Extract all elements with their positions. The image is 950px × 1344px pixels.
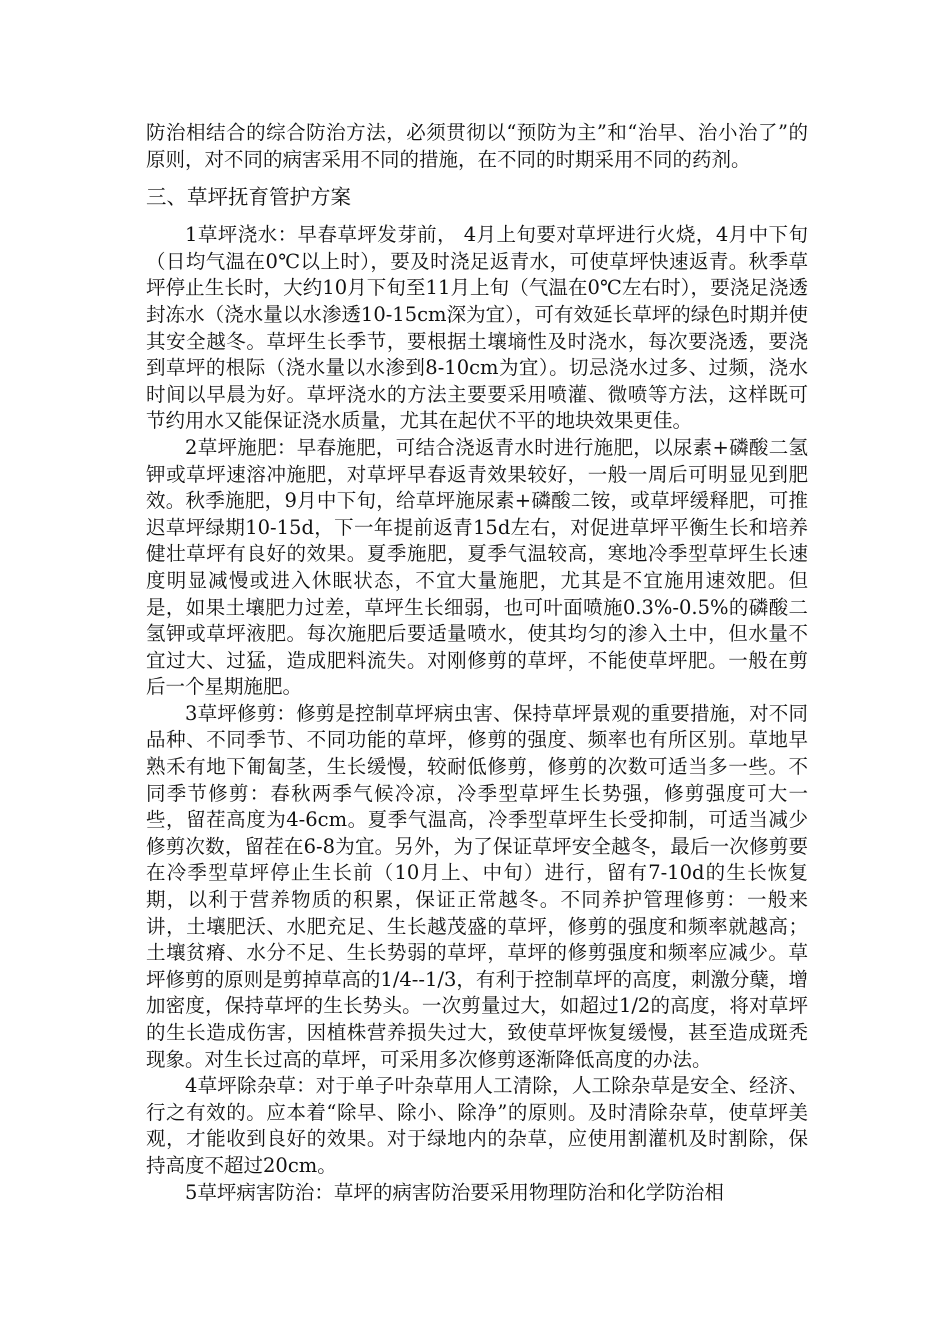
paragraph-disease-control: 5草坪病害防治：草坪的病害防治要采用物理防治和化学防治相 [185,1180,724,1204]
section-heading: 三、草坪抚育管护方案 [146,185,351,210]
paragraph-mowing: 3草坪修剪：修剪是控制草坪病虫害、保持草坪景观的重要措施，对不同品种、不同季节、不同功能的草坪，修剪的强度、频率也有所区别。草地早熟禾有地下匍匐茎，生长缓慢，较耐低修剪，修剪的次数可适当多一些。不同季节修剪：春秋两季气候冷凉，冷季型草坪生长势强，修剪强度可大一些，留茬高度为4-6cm。夏季气温高，冷季型草坪生长受抑制，可适当减少修剪次数，留茬在6-8为宜。另外，为了保证草坪安全越冬，最后一次修剪要在冷季型草坪停止生长前（10月上、中旬）进行，留有7-10d的生长恢复期，以利于营养物质的积累，保证正常越冬。不同养护管理修剪：一般来讲，土壤肥沃、水肥充足、生长越茂盛的草坪，修剪的强度和频率就越高；土壤贫瘠、水分不足、生长势弱的草坪，草坪的修剪强度和频率应减少。草坪修剪的原则是剪掉草高的1/4--1/3，有利于控制草坪的高度，刺激分蘖，增加密度，保持草坪的生长势头。一次剪量过大，如超过1/2的高度，将对草坪的生长造成伤害，因植株营养损失过大，致使草坪恢复缓慢，甚至造成斑秃现象。对生长过高的草坪，可采用多次修剪逐渐降低高度的办法。 [146,701,808,1071]
paragraph-fertilizing: 2草坪施肥：早春施肥，可结合浇返青水时进行施肥，以尿素+磷酸二氢钾或草坪速溶冲施肥，对草坪早春返青效果较好，一般一周后可明显见到肥效。秋季施肥，9月中下旬，给草坪施尿素+磷酸二铵，或草坪缓释肥，可推迟草坪绿期10-15d，下一年提前返青15d左右，对促进草坪平衡生长和培养健壮草坪有良好的效果。夏季施肥，夏季气温较高，寒地冷季型草坪生长速度明显减慢或进入休眠状态，不宜大量施肥，尤其是不宜施用速效肥。但是，如果土壤肥力过差，草坪生长细弱，也可叶面喷施0.3%-0.5%的磷酸二氢钾或草坪液肥。每次施肥后要适量喷水，使其均匀的渗入土中，但水量不宜过大、过猛，造成肥料流失。对刚修剪的草坪，不能使草坪肥。一般在剪后一个星期施肥。 [146,435,808,699]
intro-paragraph: 防治相结合的综合防治方法，必须贯彻以“预防为主”和“治早、治小治了”的原则，对不同的病害采用不同的措施，在不同的时期采用不同的药剂。 [146,121,808,171]
document-body [146,120,808,1206]
paragraph-weeding: 4草坪除杂草：对于单子叶杂草用人工清除，人工除杂草是安全、经济、行之有效的。应本着“除早、除小、除净”的原则。及时清除杂草，使草坪美观，才能收到良好的效果。对于绿地内的杂草，应使用割灌机及时割除，保持高度不超过20cm。 [146,1074,808,1177]
paragraph-watering: 1草坪浇水：早春草坪发芽前， 4月上旬要对草坪进行火烧，4月中下旬（日均气温在0℃以上时），要及时浇足返青水，可使草坪快速返青。秋季草坪停止生长时，大约10月下旬至11月上旬（气温在0℃左右时），要浇足浇透封冻水（浇水量以水渗透10-15cm深为宜），可有效延长草坪的绿色时期并使其安全越冬。草坪生长季节，要根据土壤墒性及时浇水，每次要浇透，要浇到草坪的根际（浇水量以水渗到8-10cm为宜）。切忌浇水过多、过频，浇水时间以早晨为好。草坪浇水的方法主要要采用喷灌、微喷等方法，这样既可节约用水又能保证浇水质量，尤其在起伏不平的地块效果更佳。 [146,223,808,433]
